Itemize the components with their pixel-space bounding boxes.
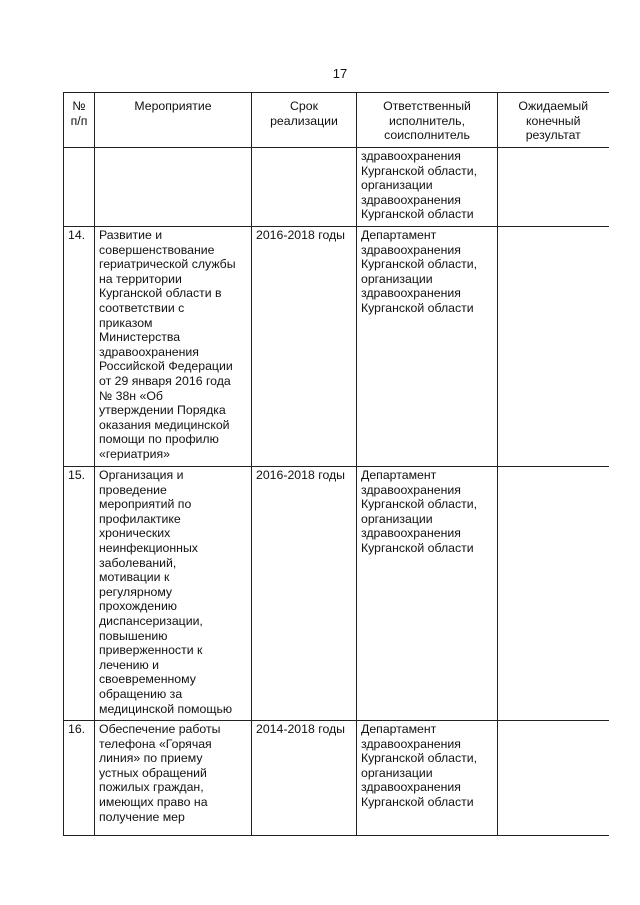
cell-period: 2016-2018 годы <box>252 227 357 467</box>
table-row <box>64 227 609 467</box>
cell-num: 15. <box>64 467 95 721</box>
cell-executor: Департамент здравоохранения Курганской области, организации здравоохранения Курганской области <box>357 227 498 467</box>
cell-period: 2016-2018 годы <box>252 467 357 721</box>
header-event: Мероприятие <box>95 93 252 148</box>
cell-period: 2014-2018 годы <box>252 721 357 836</box>
header-num: № п/п <box>64 93 95 148</box>
table-header-row <box>64 93 609 148</box>
cell-period <box>252 148 357 227</box>
page-number: 17 <box>332 66 348 81</box>
measures-table <box>63 92 609 836</box>
header-executor: Ответственный исполнитель, соисполнитель <box>357 93 498 148</box>
header-period: Срок реализации <box>252 93 357 148</box>
cell-executor: Департамент здравоохранения Курганской области, организации здравоохранения Курганской области <box>357 721 498 836</box>
cell-result <box>498 227 609 467</box>
cell-num: 16. <box>64 721 95 836</box>
cell-event: Развитие и совершенствование гериатрической службы на территории Курганской области в соответствии с приказом Министерства здравоохранения Российской Федерации от 29 января 2016 года № 38н «Об утверждении Порядка оказания медицинской помощи по профилю «гериатрия» <box>95 227 252 467</box>
cell-event: Обеспечение работы телефона «Горячая линия» по приему устных обращений пожилых граждан, имеющих право на получение мер <box>95 721 252 836</box>
table-row-continuation <box>64 148 609 227</box>
cell-num: 14. <box>64 227 95 467</box>
cell-event <box>95 148 252 227</box>
table-row <box>64 721 609 836</box>
cell-result <box>498 148 609 227</box>
cell-executor: здравоохранения Курганской области, организации здравоохранения Курганской области <box>357 148 498 227</box>
cell-result <box>498 721 609 836</box>
cell-result <box>498 467 609 721</box>
table-row <box>64 467 609 721</box>
cell-num <box>64 148 95 227</box>
header-result: Ожидаемый конечный результат <box>498 93 609 148</box>
cell-event: Организация и проведение мероприятий по профилактике хронических неинфекционных заболеваний, мотивации к регулярному прохождению диспансеризации, повышению приверженности к лечению и своевременному обращению за медицинской помощью <box>95 467 252 721</box>
cell-executor: Департамент здравоохранения Курганской области, организации здравоохранения Курганской области <box>357 467 498 721</box>
